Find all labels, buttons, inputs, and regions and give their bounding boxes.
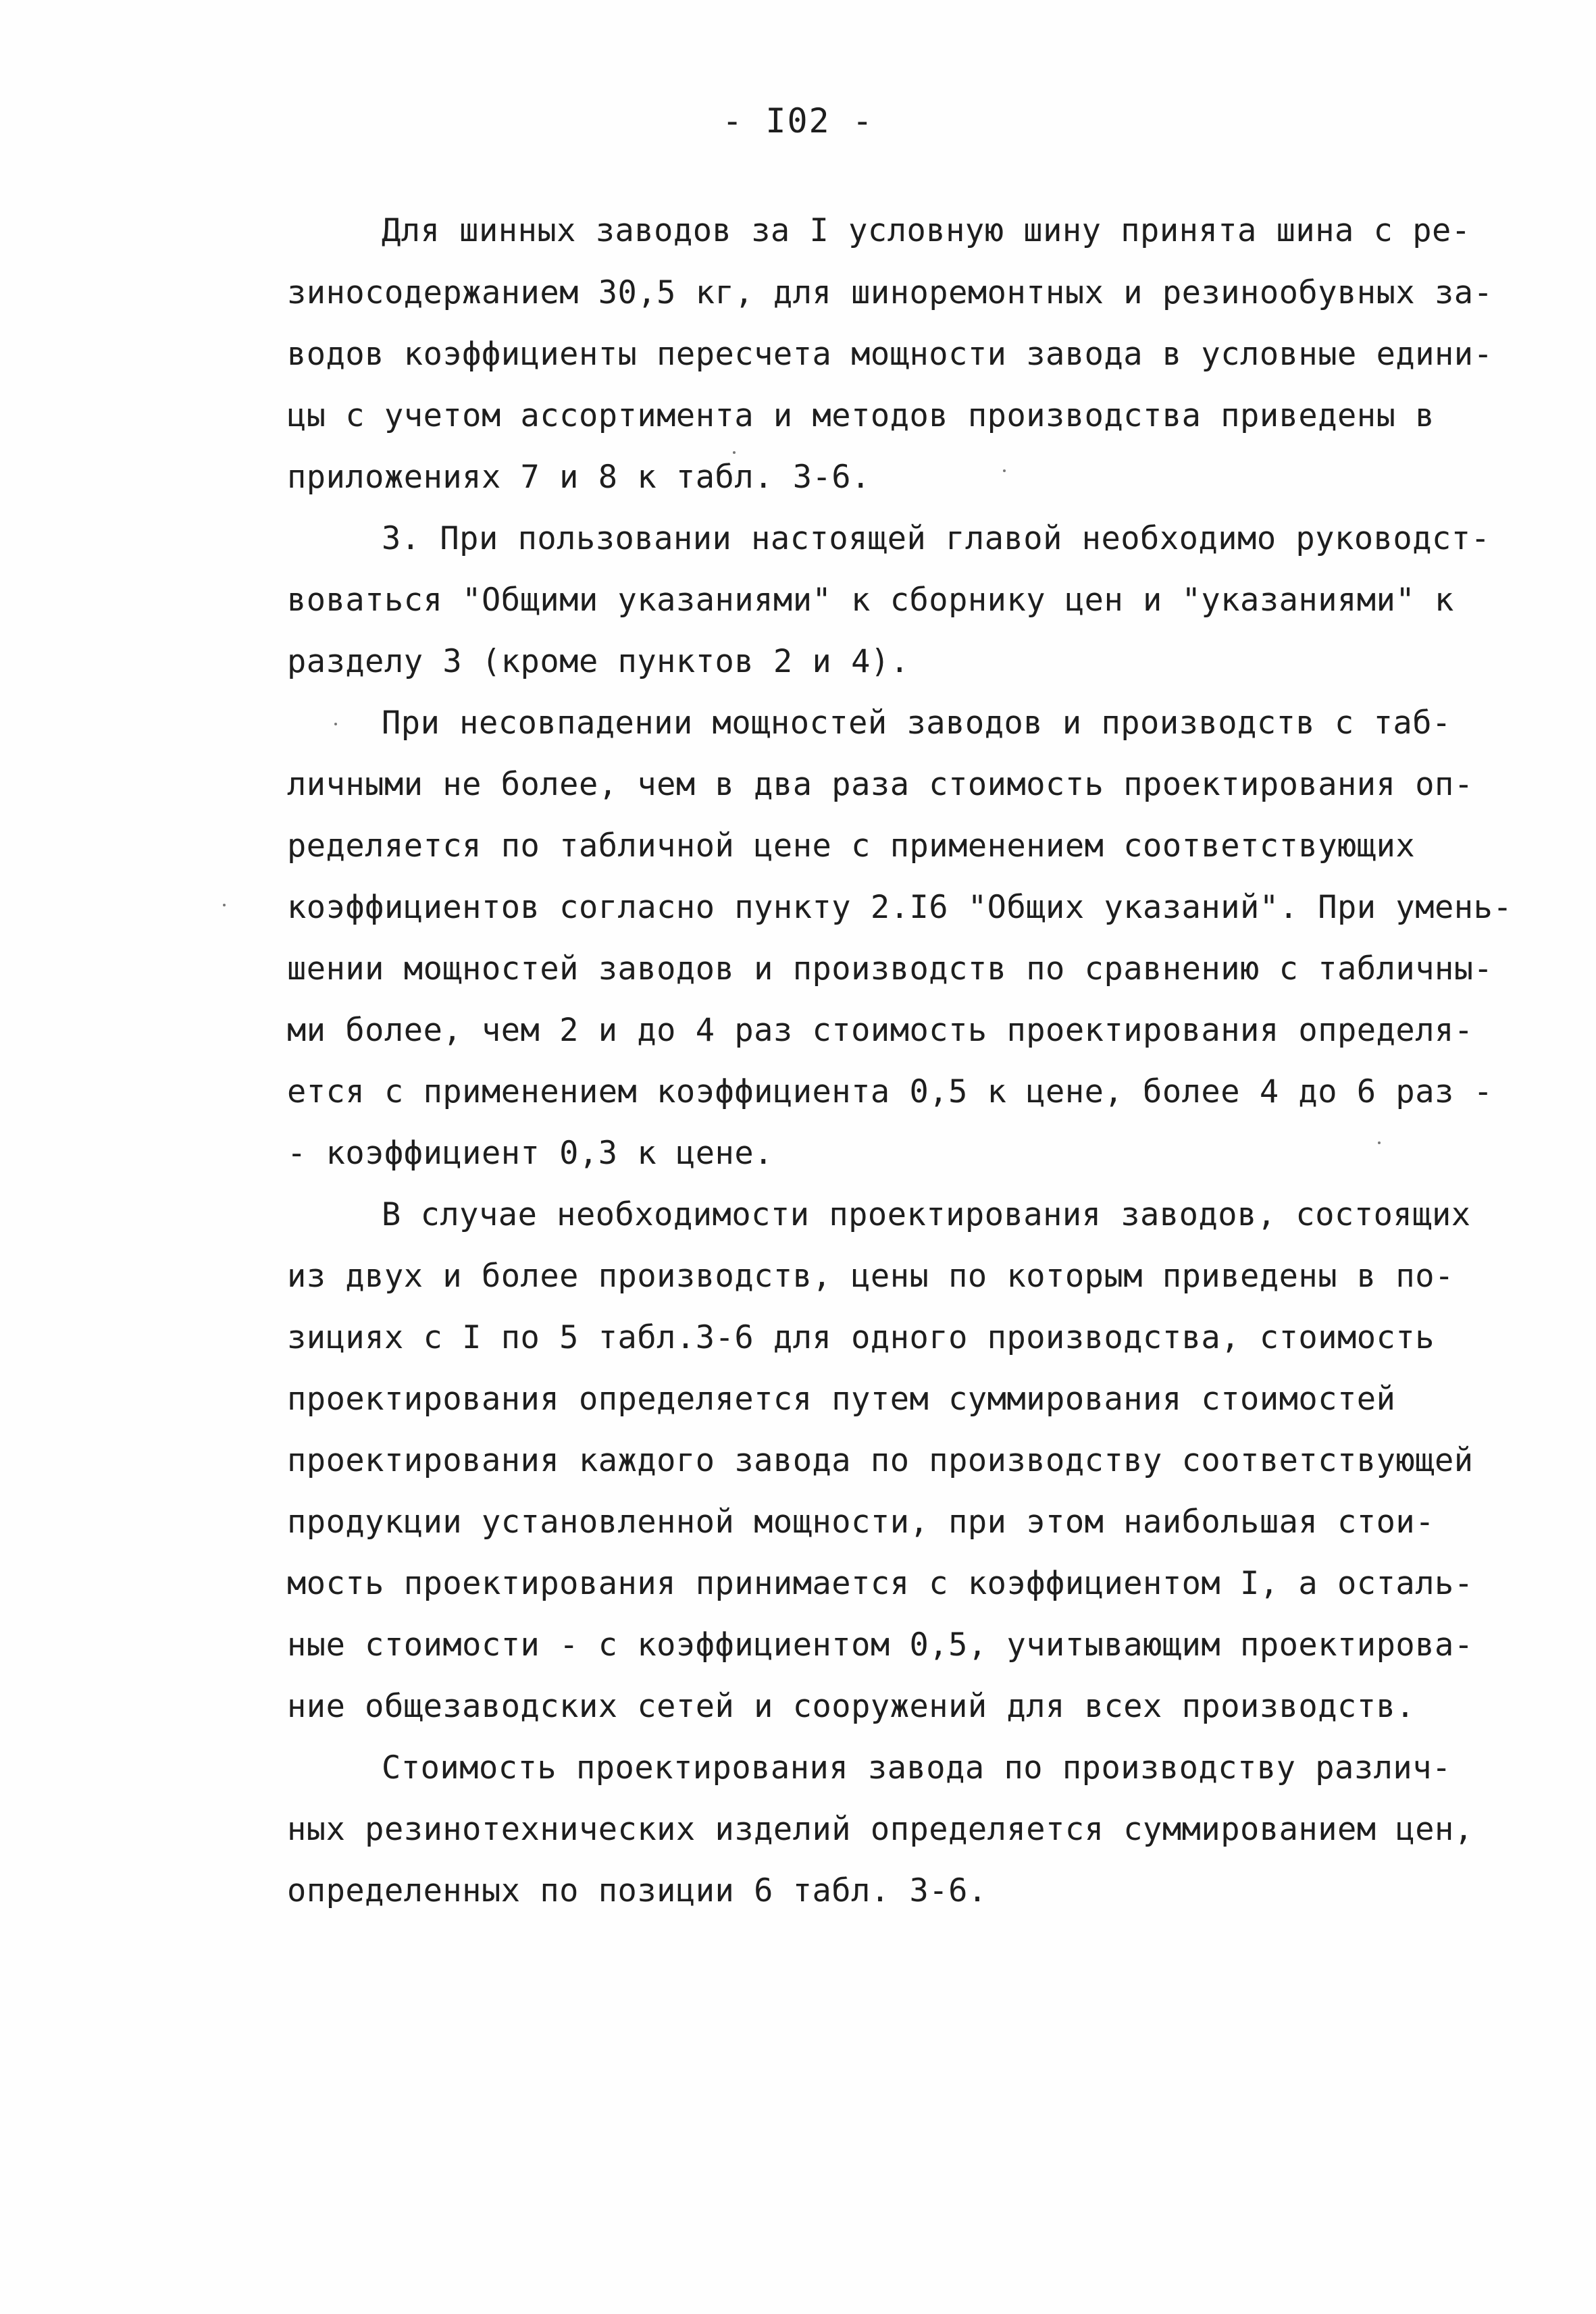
text-line: проектирования определяется путем суммирования стоимостей bbox=[287, 1381, 1396, 1418]
text-line: приложениях 7 и 8 к табл. 3-6. bbox=[287, 459, 871, 496]
text-line: ные стоимости - с коэффициентом 0,5, учитывающим проектирова- bbox=[287, 1626, 1474, 1664]
scan-speck bbox=[334, 723, 337, 725]
text-line: воваться "Общими указаниями" к сборнику цен и "указаниями" к bbox=[287, 582, 1454, 619]
text-line: 3. При пользовании настоящей главой необходимо руководст- bbox=[382, 520, 1491, 557]
text-line: коэффициентов согласно пункту 2.I6 "Общих указаний". При умень- bbox=[287, 889, 1513, 926]
text-line: из двух и более производств, цены по которым приведены в по- bbox=[287, 1258, 1454, 1295]
text-line: зициях с I по 5 табл.3-6 для одного производства, стоимость bbox=[287, 1319, 1435, 1356]
text-line: личными не более, чем в два раза стоимость проектирования оп- bbox=[287, 766, 1474, 803]
scan-speck bbox=[223, 904, 226, 906]
text-line: продукции установленной мощности, при этом наибольшая стои- bbox=[287, 1503, 1435, 1541]
text-line: В случае необходимости проектирования заводов, состоящих bbox=[382, 1196, 1471, 1233]
text-line: цы с учетом ассортимента и методов производства приведены в bbox=[287, 397, 1435, 434]
scan-speck bbox=[1003, 469, 1006, 472]
text-line: ми более, чем 2 и до 4 раз стоимость проектирования определя- bbox=[287, 1012, 1474, 1049]
text-line: разделу 3 (кроме пунктов 2 и 4). bbox=[287, 643, 910, 680]
scan-speck bbox=[1378, 1141, 1381, 1144]
text-line: Стоимость проектирования завода по производству различ- bbox=[382, 1749, 1451, 1786]
text-line: ределяется по табличной цене с применением соответствующих bbox=[287, 827, 1416, 865]
text-line: шении мощностей заводов и производств по сравнению с табличны- bbox=[287, 950, 1493, 987]
text-line: При несовпадении мощностей заводов и производств с таб- bbox=[382, 704, 1451, 742]
text-line: мость проектирования принимается с коэффициентом I, а осталь- bbox=[287, 1565, 1474, 1602]
text-line: - коэффициент 0,3 к цене. bbox=[287, 1135, 773, 1172]
text-line: водов коэффициенты пересчета мощности завода в условные едини- bbox=[287, 336, 1493, 373]
text-line: зиносодержанием 30,5 кг, для шиноремонтных и резинообувных за- bbox=[287, 274, 1493, 311]
text-line: ется с применением коэффициента 0,5 к цене, более 4 до 6 раз - bbox=[287, 1073, 1493, 1110]
text-line: проектирования каждого завода по производству соответствующей bbox=[287, 1442, 1474, 1479]
scan-speck bbox=[733, 451, 736, 454]
page-number: - I02 - bbox=[722, 101, 874, 140]
text-line: Для шинных заводов за I условную шину принята шина с ре- bbox=[382, 212, 1471, 249]
text-line: определенных по позиции 6 табл. 3-6. bbox=[287, 1872, 987, 1909]
text-line: ных резинотехнических изделий определяется суммированием цен, bbox=[287, 1811, 1474, 1848]
text-line: ние общезаводских сетей и сооружений для всех производств. bbox=[287, 1688, 1416, 1725]
